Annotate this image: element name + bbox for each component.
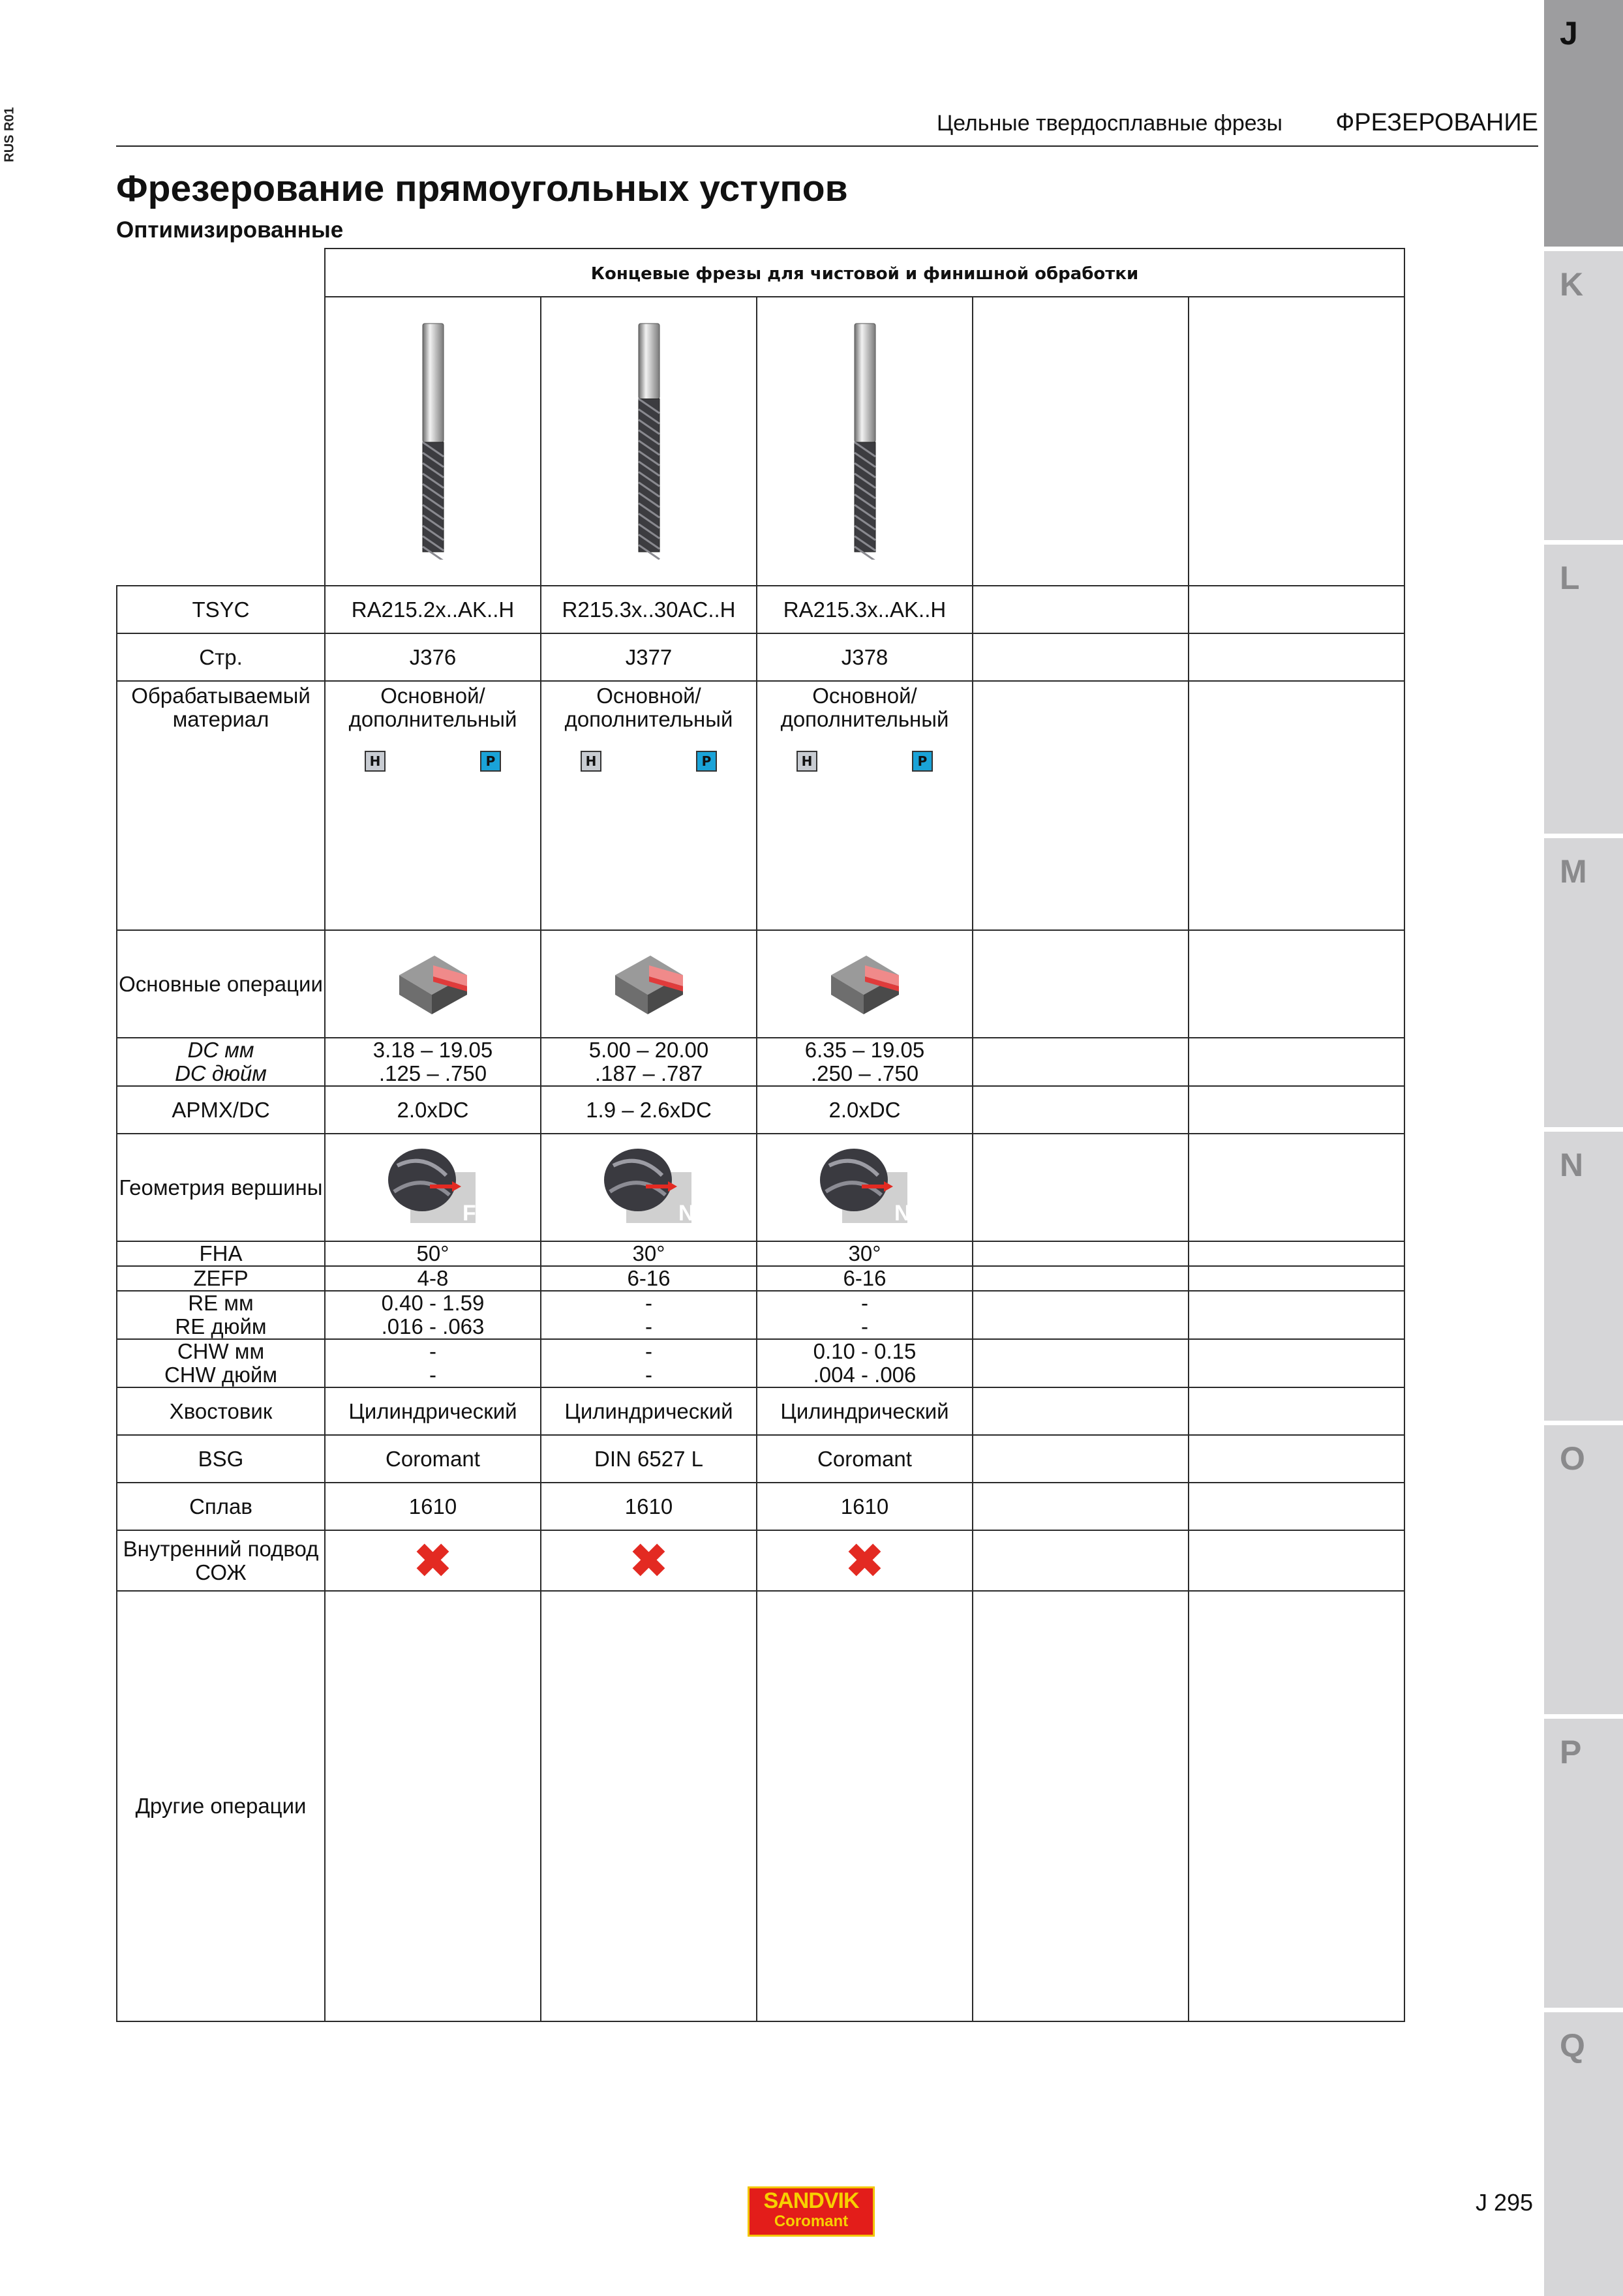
material-p-icon: P [480, 751, 501, 772]
row-re [117, 1291, 1404, 1339]
header-section: ФРЕЗЕРОВАНИЕ [1335, 109, 1538, 136]
row-coolant [117, 1530, 1404, 1591]
header-category: Цельные твердосплавные фрезы [937, 111, 1282, 136]
page-subtitle: Оптимизированные [116, 217, 344, 243]
red-cross-icon: ✖ [629, 1535, 668, 1586]
fha-cell: 50° [325, 1241, 541, 1266]
zefp-cell: 6-16 [541, 1266, 757, 1291]
material-cell: Основной/ дополнительный H P [757, 681, 973, 930]
label-geometry: Геометрия вершины [117, 1134, 325, 1241]
end-mill-icon [629, 318, 669, 560]
tab-o[interactable]: O [1544, 1425, 1623, 1714]
chw-cell: - - [325, 1339, 541, 1387]
tool-image-2 [541, 297, 757, 586]
row-fha [117, 1241, 1404, 1266]
fha-cell: 30° [541, 1241, 757, 1266]
chw-cell: 0.10 - 0.15 .004 - .006 [757, 1339, 973, 1387]
row-zefp [117, 1266, 1404, 1291]
apmx-cell: 1.9 – 2.6xDC [541, 1086, 757, 1134]
tab-q[interactable]: Q [1544, 2012, 1623, 2296]
tab-n[interactable]: N [1544, 1132, 1623, 1421]
label-dc: DC мм DC дюйм [117, 1038, 325, 1086]
zefp-cell: 4-8 [325, 1266, 541, 1291]
sandvik-coromant-logo: SANDVIK Coromant [748, 2186, 875, 2237]
coolant-cell [325, 1530, 541, 1591]
label-coolant: Внутренний подвод СОЖ [117, 1530, 325, 1591]
header-rule [116, 145, 1538, 147]
page-link[interactable]: J376 [325, 633, 541, 681]
svg-text:N: N [894, 1201, 911, 1224]
label-other-operations: Другие операции [117, 1591, 325, 2021]
row-operations [117, 930, 1404, 1038]
label-re: RE мм RE дюйм [117, 1291, 325, 1339]
section-tabs [1544, 0, 1623, 2296]
operation-cell [325, 930, 541, 1038]
geometry-cell [325, 1134, 541, 1241]
label-fha: FHA [117, 1241, 325, 1266]
label-bsg: BSG [117, 1435, 325, 1483]
operation-cell [757, 930, 973, 1038]
row-tsyc [117, 586, 1404, 633]
material-h-icon: H [796, 751, 817, 772]
shank-cell: Цилиндрический [541, 1387, 757, 1435]
re-cell: - - [757, 1291, 973, 1339]
end-mill-icon [414, 318, 453, 560]
apmx-cell: 2.0xDC [757, 1086, 973, 1134]
row-bsg [117, 1435, 1404, 1483]
shoulder-milling-icon [394, 946, 472, 1018]
group-title: Концевые фрезы для чистовой и финишной обработки [325, 249, 1404, 297]
label-zefp: ZEFP [117, 1266, 325, 1291]
row-shank [117, 1387, 1404, 1435]
bsg-cell: Coromant [757, 1435, 973, 1483]
tool-image-row [117, 297, 1404, 586]
page-number: J 295 [1476, 2189, 1534, 2216]
corner-geometry-icon [600, 1146, 698, 1224]
row-dc [117, 1038, 1404, 1086]
tab-k[interactable]: K [1544, 251, 1623, 540]
dc-cell: 3.18 – 19.05 .125 – .750 [325, 1038, 541, 1086]
row-chw [117, 1339, 1404, 1387]
fha-cell: 30° [757, 1241, 973, 1266]
row-grade [117, 1483, 1404, 1530]
shoulder-milling-icon [826, 946, 904, 1018]
grade-cell: 1610 [541, 1483, 757, 1530]
label-apmx: APMX/DC [117, 1086, 325, 1134]
tsyc-cell[interactable]: RA215.2x..AK..H [325, 586, 541, 633]
label-page: Стр. [117, 633, 325, 681]
apmx-cell: 2.0xDC [325, 1086, 541, 1134]
material-cell: Основной/ дополнительный H P [325, 681, 541, 930]
corner-geometry-icon [384, 1146, 482, 1224]
svg-text:F: F [462, 1201, 476, 1224]
operation-cell [541, 930, 757, 1038]
group-header-row [117, 249, 1404, 297]
label-operations: Основные операции [117, 930, 325, 1038]
page-title: Фрезерование прямоугольных уступов [116, 168, 848, 209]
dc-cell: 6.35 – 19.05 .250 – .750 [757, 1038, 973, 1086]
corner-geometry-icon [816, 1146, 914, 1224]
material-p-icon: P [696, 751, 717, 772]
page-link[interactable]: J378 [757, 633, 973, 681]
tab-j[interactable]: J [1544, 0, 1623, 247]
grade-cell: 1610 [325, 1483, 541, 1530]
zefp-cell: 6-16 [757, 1266, 973, 1291]
material-h-icon: H [581, 751, 601, 772]
label-tsyc: TSYC [117, 586, 325, 633]
dc-cell: 5.00 – 20.00 .187 – .787 [541, 1038, 757, 1086]
row-page [117, 633, 1404, 681]
chw-cell: - - [541, 1339, 757, 1387]
svg-text:N: N [678, 1201, 695, 1224]
language-code: RUS R01 [2, 107, 17, 162]
label-material: Обрабатываемый материал [117, 681, 325, 930]
row-material [117, 681, 1404, 930]
tool-image-3 [757, 297, 973, 586]
end-mill-icon [845, 318, 885, 560]
label-chw: CHW мм CHW дюйм [117, 1339, 325, 1387]
row-apmx [117, 1086, 1404, 1134]
material-p-icon: P [912, 751, 933, 772]
row-other-operations [117, 1591, 1404, 2021]
tool-image-1 [325, 297, 541, 586]
material-cell: Основной/ дополнительный H P [541, 681, 757, 930]
coolant-cell [757, 1530, 973, 1591]
red-cross-icon: ✖ [414, 1535, 452, 1586]
re-cell: - - [541, 1291, 757, 1339]
label-shank: Хвостовик [117, 1387, 325, 1435]
tab-m[interactable]: M [1544, 838, 1623, 1127]
material-h-icon: H [365, 751, 386, 772]
row-geometry [117, 1134, 1404, 1241]
coolant-cell [541, 1530, 757, 1591]
tsyc-cell[interactable]: RA215.3x..AK..H [757, 586, 973, 633]
label-grade: Сплав [117, 1483, 325, 1530]
spec-table [116, 248, 1405, 2022]
geometry-cell [541, 1134, 757, 1241]
bsg-cell: DIN 6527 L [541, 1435, 757, 1483]
geometry-cell [757, 1134, 973, 1241]
shoulder-milling-icon [610, 946, 688, 1018]
tsyc-cell[interactable]: R215.3x..30AC..H [541, 586, 757, 633]
tab-p[interactable]: P [1544, 1719, 1623, 2008]
page-link[interactable]: J377 [541, 633, 757, 681]
shank-cell: Цилиндрический [325, 1387, 541, 1435]
bsg-cell: Coromant [325, 1435, 541, 1483]
red-cross-icon: ✖ [845, 1535, 884, 1586]
shank-cell: Цилиндрический [757, 1387, 973, 1435]
tab-l[interactable]: L [1544, 545, 1623, 834]
re-cell: 0.40 - 1.59 .016 - .063 [325, 1291, 541, 1339]
grade-cell: 1610 [757, 1483, 973, 1530]
